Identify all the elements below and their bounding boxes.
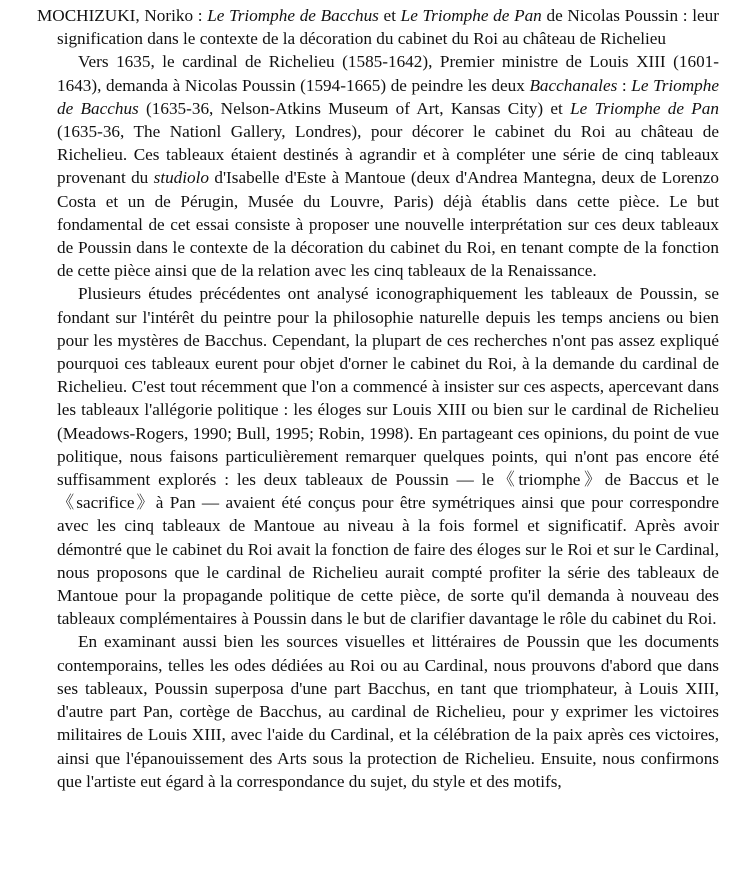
paragraph-1-text-a: Vers 1635, le cardinal de Richelieu (1585-1642), Premier ministre de Louis XIII (1601-1643), demanda à Nicolas Poussin (1594-1665) de peindre les deux [57,52,719,95]
title-separator: et [378,6,401,25]
italic-bacchanales: Bacchanales [529,75,618,95]
author-name: MOCHIZUKI, Noriko : [37,6,208,25]
paragraph-1-text-c: (1635-36, Nelson-Atkins Museum of Art, Kansas City) et [138,98,571,118]
artwork-title-pan: Le Triomphe de Pan [400,6,542,25]
paragraph-1-text-e: d'Isabelle d'Este à Mantoue (deux d'Andrea Mantegna, deux de Lorenzo Costa et un de Pérugin, Musée du Louvre, Paris) déjà établis dans cette pièce. Le but fondamental de cet essai consiste à proposer une nouvelle interprétation sur ces deux tableaux de Poussin dans le contexte de la décoration du cabinet du Roi, en tenant compte de la fonction de cette pièce ainsi que de la relation avec les cinq tableaux de la Renaissance. [57,168,719,281]
article-heading [37,4,719,50]
paragraph-1 [37,50,719,282]
italic-studiolo: studiolo [153,168,210,188]
italic-triomphe-bacchus: Le Triomphe de Bacchus [57,75,719,118]
italic-triomphe-pan: Le Triomphe de Pan [570,98,719,118]
paragraph-3: En examinant aussi bien les sources visuelles et littéraires de Poussin que les documents contemporains, telles les odes dédiées au Roi ou au Cardinal, nous prouvons d'abord que dans ses tableaux, Poussin superposa d'une part Bacchus, en tant que triomphateur, à Louis XIII, d'autre part Pan, cortège de Bacchus, au cardinal de Richelieu, pour y exprimer les victoires militaires de Louis XIII, avec l'aide du Cardinal, et la célébration de la paix après ces victoires, ainsi que l'épanouissement des Arts sous la protection de Richelieu. Ensuite, nous confirmons que l'artiste eut égard à la correspondance du sujet, du style et des motifs, [57,632,719,791]
article-subtitle: de Nicolas Poussin : leur signification dans le contexte de la décoration du cabinet du Roi au château de Richelieu [57,6,720,49]
artwork-title-bacchus: Le Triomphe de Bacchus [207,6,379,25]
paragraph-1-text-d: (1635-36, The Nationl Gallery, Londres), pour décorer le cabinet du Roi au château de Richelieu. Ces tableaux étaient destinés à agrandir et à compléter une série de cinq tableaux provenant du [57,122,719,188]
document-page [37,4,719,793]
paragraph-1-text-b: : [617,75,632,95]
paragraph-2: Plusieurs études précédentes ont analysé iconographiquement les tableaux de Poussin, se fondant sur l'intérêt du peintre pour la philosophie naturelle depuis les temps anciens ou bien pour les mystères de Bacchus. Cependant, la plupart de ces recherches n'ont pas assez expliqué pourquoi ces tableaux eurent pour objet d'orner le cabinet du Roi, à la demande du cardinal de Richelieu. C'est tout récemment que l'on a commencé à insister sur ces aspects, apercevant dans les tableaux l'allégorie politique : les éloges sur Louis XIII ou bien sur le cardinal de Richelieu (Meadows-Rogers, 1990; Bull, 1995; Robin, 1998). En partageant ces opinions, du point de vue politique, nous faisons particulièrement remarquer quelques points, qui n'ont pas encore été suffisamment explorés : les deux tableaux de Poussin — le《triomphe》de Baccus et le《sacrifice》à Pan — avaient été conçus pour être symétriques ainsi que pour correspondre avec les cinq tableaux de Mantoue au niveau à la fois formel et significatif. Après avoir démontré que le cabinet du Roi avait la fonction de faire des éloges sur le Roi et sur le Cardinal, nous proposons que le cardinal de Richelieu aurait compté profiter la série des tableaux de Mantoue pour la propagande politique de cette pièce, de sorte qu'il demanda à nouveau des tableaux complémentaires à Poussin dans le but de clarifier davantage le rôle du cabinet du Roi. [57,284,719,629]
